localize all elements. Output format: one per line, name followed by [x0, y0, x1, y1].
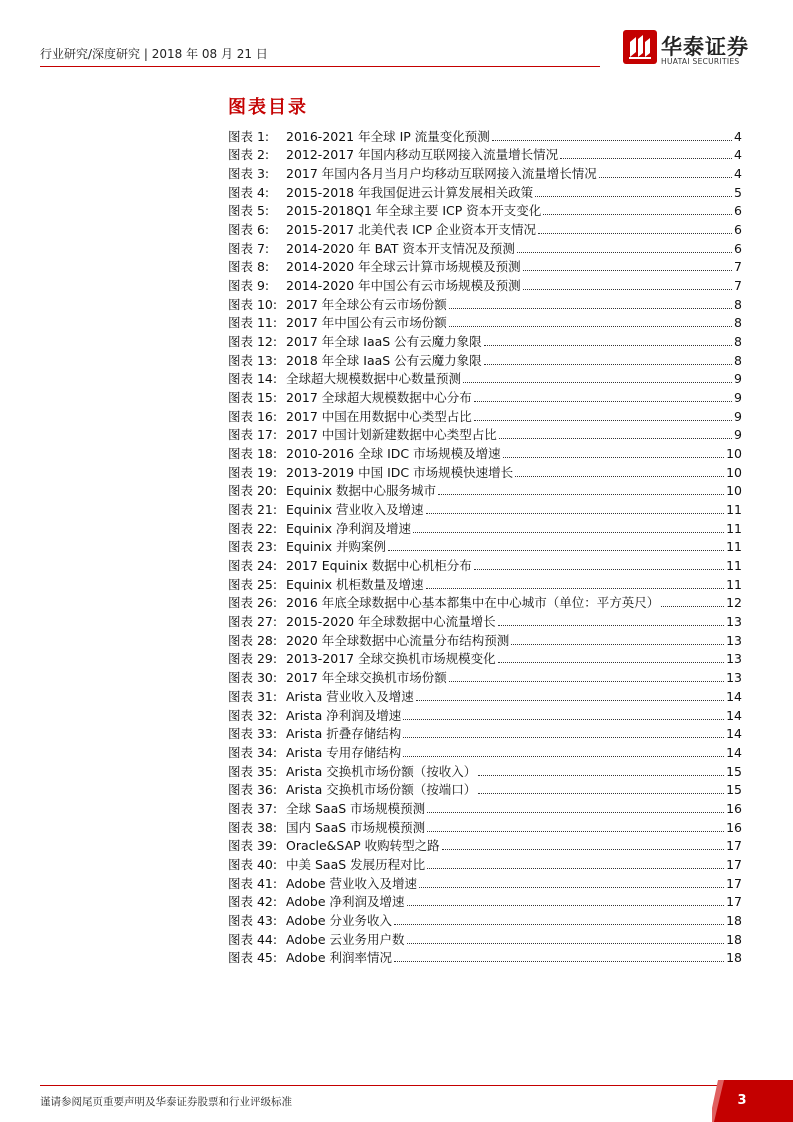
toc-entry-page: 14: [726, 688, 742, 704]
toc-entry-title: Equinix 数据中心服务城市: [286, 483, 436, 499]
toc-title: 图表目录: [228, 97, 308, 118]
toc-entry[interactable]: [228, 705, 742, 724]
footer-divider: [40, 1085, 720, 1086]
toc-entry-title: 中美 SaaS 发展历程对比: [286, 856, 426, 872]
toc-dot-leader: [438, 494, 724, 495]
toc-entry-label: 图表 10:: [228, 296, 278, 312]
toc-entry-title: 2015-2018 年我国促进云计算发展相关政策: [286, 184, 534, 200]
toc-entry-title: 2014-2020 年全球云计算市场规模及预测: [286, 259, 521, 275]
toc-dot-leader: [427, 868, 724, 869]
toc-dot-leader: [543, 214, 732, 215]
toc-entry[interactable]: [228, 145, 742, 164]
toc-entry-label: 图表 15:: [228, 390, 278, 406]
toc-dot-leader: [498, 625, 724, 626]
toc-entry[interactable]: [228, 836, 742, 855]
toc-entry-page: 11: [726, 520, 742, 536]
toc-entry-page: 14: [726, 744, 742, 760]
toc-entry-title: 2013-2019 中国 IDC 市场规模快速增长: [286, 464, 514, 480]
toc-dot-leader: [426, 513, 725, 514]
toc-entry-title: 2017 年全球交换机市场份额: [286, 670, 447, 686]
huatai-logo-icon: [623, 30, 657, 64]
toc-entry-label: 图表 43:: [228, 912, 278, 928]
toc-entry[interactable]: [228, 948, 742, 967]
toc-dot-leader: [416, 700, 724, 701]
toc-entry-label: 图表 3:: [228, 166, 270, 182]
toc-entry-page: 4: [734, 147, 742, 163]
toc-entry-page: 14: [726, 726, 742, 742]
brand-name-cn: 华泰证券: [661, 35, 749, 59]
toc-entry-title: 2017 年全球公有云市场份额: [286, 296, 447, 312]
toc-entry-page: 9: [734, 390, 742, 406]
toc-entry[interactable]: [228, 126, 742, 145]
toc-entry[interactable]: [228, 163, 742, 182]
toc-entry-title: Arista 专用存储结构: [286, 744, 402, 760]
toc-entry-label: 图表 31:: [228, 688, 278, 704]
toc-entry-label: 图表 6:: [228, 222, 270, 238]
toc-entry-page: 13: [726, 632, 742, 648]
toc-entry-title: 2012-2017 年国内移动互联网接入流量增长情况: [286, 147, 559, 163]
toc-dot-leader: [463, 382, 732, 383]
toc-entry-page: 11: [726, 576, 742, 592]
toc-entry-page: 8: [734, 352, 742, 368]
toc-entry-title: Adobe 云业务用户数: [286, 931, 405, 947]
toc-entry-label: 图表 5:: [228, 203, 270, 219]
toc-entry-title: Adobe 分业务收入: [286, 912, 393, 928]
toc-entry-label: 图表 29:: [228, 651, 278, 667]
toc-entry[interactable]: [228, 761, 742, 780]
toc-entry-page: 13: [726, 670, 742, 686]
toc-entry-label: 图表 26:: [228, 595, 278, 611]
toc-dot-leader: [474, 401, 732, 402]
toc-entry-title: 2014-2020 年中国公有云市场规模及预测: [286, 278, 521, 294]
toc-dot-leader: [484, 364, 732, 365]
toc-entry-page: 13: [726, 614, 742, 630]
toc-entry-page: 17: [726, 894, 742, 910]
toc-entry-label: 图表 32:: [228, 707, 278, 723]
toc-entry-title: Arista 折叠存储结构: [286, 726, 402, 742]
toc-entry-page: 9: [734, 371, 742, 387]
header-divider: [40, 66, 600, 67]
toc-dot-leader: [407, 943, 725, 944]
toc-entry-page: 18: [726, 950, 742, 966]
toc-entry-label: 图表 16:: [228, 408, 278, 424]
breadcrumb: 行业研究/深度研究 | 2018 年 08 月 21 日: [40, 47, 268, 61]
toc-entry-page: 4: [734, 128, 742, 144]
toc-entry[interactable]: [228, 574, 742, 593]
toc-entry[interactable]: [228, 406, 742, 425]
toc-dot-leader: [523, 289, 732, 290]
toc-dot-leader: [478, 775, 724, 776]
toc-entry-page: 4: [734, 166, 742, 182]
toc-entry-title: 2018 年全球 IaaS 公有云魔力象限: [286, 352, 482, 368]
toc-entry-label: 图表 37:: [228, 800, 278, 816]
toc-entry-title: 2017 Equinix 数据中心机柜分布: [286, 558, 472, 574]
toc-entry[interactable]: [228, 462, 742, 481]
toc-entry-label: 图表 7:: [228, 240, 270, 256]
toc-entry[interactable]: [228, 649, 742, 668]
toc-entry-title: 2017 年全球 IaaS 公有云魔力象限: [286, 334, 482, 350]
toc-dot-leader: [419, 887, 724, 888]
toc-entry-page: 11: [726, 539, 742, 555]
toc-entry-label: 图表 34:: [228, 744, 278, 760]
toc-entry[interactable]: [228, 425, 742, 444]
toc-entry-title: 全球 SaaS 市场规模预测: [286, 800, 426, 816]
toc-entry[interactable]: [228, 593, 742, 612]
toc-entry-label: 图表 23:: [228, 539, 278, 555]
toc-entry[interactable]: [228, 780, 742, 799]
toc-dot-leader: [478, 793, 724, 794]
toc-entry-label: 图表 19:: [228, 464, 278, 480]
toc-entry[interactable]: [228, 443, 742, 462]
brand-logo: [623, 30, 753, 68]
toc-entry[interactable]: [228, 182, 742, 201]
toc-entry-page: 6: [734, 222, 742, 238]
toc-entry-page: 8: [734, 334, 742, 350]
toc-entry-title: 2015-2017 北美代表 ICP 企业资本开支情况: [286, 222, 537, 238]
toc-dot-leader: [449, 681, 724, 682]
toc-entry-page: 16: [726, 819, 742, 835]
toc-entry-page: 6: [734, 240, 742, 256]
toc-entry[interactable]: [228, 350, 742, 369]
toc-list: [228, 126, 742, 966]
toc-entry-label: 图表 38:: [228, 819, 278, 835]
toc-entry-label: 图表 35:: [228, 763, 278, 779]
toc-entry[interactable]: [228, 910, 742, 929]
toc-entry-label: 图表 45:: [228, 950, 278, 966]
toc-dot-leader: [407, 905, 725, 906]
toc-entry-page: 15: [726, 782, 742, 798]
toc-entry-label: 图表 36:: [228, 782, 278, 798]
toc-entry-label: 图表 39:: [228, 838, 278, 854]
toc-dot-leader: [498, 662, 724, 663]
page-header: [40, 0, 753, 70]
toc-entry-title: Equinix 净利润及增速: [286, 520, 411, 536]
toc-entry-page: 13: [726, 651, 742, 667]
toc-entry[interactable]: [228, 817, 742, 836]
toc-entry[interactable]: [228, 518, 742, 537]
toc-entry-page: 15: [726, 763, 742, 779]
toc-entry-title: Adobe 利润率情况: [286, 950, 393, 966]
toc-entry-label: 图表 9:: [228, 278, 270, 294]
toc-dot-leader: [442, 849, 724, 850]
toc-dot-leader: [403, 756, 724, 757]
toc-entry-label: 图表 12:: [228, 334, 278, 350]
toc-dot-leader: [427, 831, 724, 832]
toc-entry[interactable]: [228, 313, 742, 332]
toc-entry[interactable]: [228, 798, 742, 817]
toc-entry-label: 图表 33:: [228, 726, 278, 742]
toc-entry-page: 9: [734, 427, 742, 443]
toc-dot-leader: [560, 158, 732, 159]
toc-entry-page: 17: [726, 838, 742, 854]
toc-entry-title: 2016 年底全球数据中心基本都集中在中心城市（单位：平方英尺）: [286, 595, 660, 611]
toc-entry[interactable]: [228, 686, 742, 705]
toc-dot-leader: [413, 532, 724, 533]
toc-entry-title: 2017 中国在用数据中心类型占比: [286, 408, 472, 424]
toc-entry-page: 8: [734, 296, 742, 312]
toc-entry-title: 2010-2016 全球 IDC 市场规模及增速: [286, 446, 501, 462]
toc-entry[interactable]: [228, 873, 742, 892]
toc-dot-leader: [538, 233, 732, 234]
toc-entry-title: Arista 交换机市场份额（按收入）: [286, 763, 477, 779]
toc-entry-page: 18: [726, 931, 742, 947]
toc-entry[interactable]: [228, 238, 742, 257]
toc-dot-leader: [449, 326, 732, 327]
toc-entry[interactable]: [228, 929, 742, 948]
toc-entry-page: 11: [726, 558, 742, 574]
toc-entry[interactable]: [228, 667, 742, 686]
toc-entry-title: 2013-2017 全球交换机市场规模变化: [286, 651, 496, 667]
toc-dot-leader: [515, 476, 724, 477]
toc-entry-label: 图表 18:: [228, 446, 278, 462]
toc-entry-title: Arista 交换机市场份额（按端口）: [286, 782, 477, 798]
toc-entry-title: 2014-2020 年 BAT 资本开支情况及预测: [286, 240, 515, 256]
toc-entry[interactable]: [228, 369, 742, 388]
toc-entry-title: 2017 年国内各月当月户均移动互联网接入流量增长情况: [286, 166, 597, 182]
toc-entry[interactable]: [228, 331, 742, 350]
toc-entry-page: 8: [734, 315, 742, 331]
toc-entry[interactable]: [228, 537, 742, 556]
toc-entry-label: 图表 2:: [228, 147, 270, 163]
toc-dot-leader: [535, 196, 732, 197]
toc-dot-leader: [427, 812, 724, 813]
toc-entry[interactable]: [228, 892, 742, 911]
toc-entry[interactable]: [228, 611, 742, 630]
toc-entry[interactable]: [228, 742, 742, 761]
toc-entry[interactable]: [228, 499, 742, 518]
toc-entry-page: 10: [726, 446, 742, 462]
toc-dot-leader: [523, 270, 732, 271]
toc-entry-title: Equinix 机柜数量及增速: [286, 576, 424, 592]
toc-entry-page: 6: [734, 203, 742, 219]
toc-entry-page: 10: [726, 464, 742, 480]
toc-dot-leader: [426, 588, 725, 589]
toc-entry-page: 10: [726, 483, 742, 499]
page-number: 3: [737, 1093, 747, 1108]
toc-entry[interactable]: [228, 854, 742, 873]
toc-dot-leader: [499, 438, 732, 439]
toc-dot-leader: [474, 420, 732, 421]
toc-entry-page: 16: [726, 800, 742, 816]
toc-entry[interactable]: [228, 555, 742, 574]
toc-dot-leader: [403, 737, 724, 738]
toc-entry-label: 图表 25:: [228, 576, 278, 592]
toc-entry-title: Oracle&SAP 收购转型之路: [286, 838, 440, 854]
toc-entry[interactable]: [228, 219, 742, 238]
toc-entry-page: 12: [726, 595, 742, 611]
toc-dot-leader: [511, 644, 724, 645]
toc-entry[interactable]: [228, 257, 742, 276]
toc-entry-label: 图表 20:: [228, 483, 278, 499]
toc-dot-leader: [599, 177, 732, 178]
toc-entry-page: 17: [726, 856, 742, 872]
toc-entry-label: 图表 21:: [228, 502, 278, 518]
toc-entry-title: 2015-2018Q1 年全球主要 ICP 资本开支变化: [286, 203, 542, 219]
footer-disclaimer: 谨请参阅尾页重要声明及华泰证券股票和行业评级标准: [40, 1096, 292, 1108]
toc-entry-label: 图表 28:: [228, 632, 278, 648]
toc-entry-page: 14: [726, 707, 742, 723]
toc-entry-label: 图表 27:: [228, 614, 278, 630]
toc-entry-label: 图表 1:: [228, 128, 270, 144]
toc-dot-leader: [449, 308, 732, 309]
toc-entry-title: Adobe 营业收入及增速: [286, 875, 418, 891]
toc-entry-label: 图表 22:: [228, 520, 278, 536]
toc-entry-title: 2017 全球超大规模数据中心分布: [286, 390, 472, 406]
toc-dot-leader: [484, 345, 732, 346]
toc-entry-title: 全球超大规模数据中心数量预测: [286, 371, 462, 387]
toc-entry-label: 图表 40:: [228, 856, 278, 872]
toc-entry-page: 18: [726, 912, 742, 928]
toc-entry-label: 图表 13:: [228, 352, 278, 368]
toc-entry-title: 2016-2021 年全球 IP 流量变化预测: [286, 128, 490, 144]
toc-dot-leader: [661, 606, 724, 607]
toc-entry[interactable]: [228, 724, 742, 743]
toc-entry[interactable]: [228, 630, 742, 649]
toc-entry-page: 11: [726, 502, 742, 518]
toc-dot-leader: [474, 569, 724, 570]
toc-entry-label: 图表 17:: [228, 427, 278, 443]
toc-entry-title: Adobe 净利润及增速: [286, 894, 405, 910]
toc-entry-page: 5: [734, 184, 742, 200]
brand-name-en: HUATAI SECURITIES: [661, 57, 740, 66]
toc-entry-label: 图表 42:: [228, 894, 278, 910]
toc-dot-leader: [394, 961, 724, 962]
toc-entry-label: 图表 44:: [228, 931, 278, 947]
toc-dot-leader: [517, 252, 732, 253]
toc-entry-page: 7: [734, 259, 742, 275]
toc-entry-title: 2017 年中国公有云市场份额: [286, 315, 447, 331]
toc-dot-leader: [388, 550, 724, 551]
toc-entry-title: Arista 净利润及增速: [286, 707, 402, 723]
toc-dot-leader: [394, 924, 724, 925]
toc-entry-page: 17: [726, 875, 742, 891]
toc-entry-title: Arista 营业收入及增速: [286, 688, 414, 704]
toc-dot-leader: [492, 140, 732, 141]
toc-entry-title: 2015-2020 年全球数据中心流量增长: [286, 614, 496, 630]
toc-dot-leader: [503, 457, 724, 458]
toc-entry-label: 图表 24:: [228, 558, 278, 574]
toc-entry-label: 图表 30:: [228, 670, 278, 686]
toc-entry-title: 国内 SaaS 市场规模预测: [286, 819, 426, 835]
toc-entry-title: Equinix 营业收入及增速: [286, 502, 424, 518]
toc-entry-label: 图表 14:: [228, 371, 278, 387]
toc-entry-page: 7: [734, 278, 742, 294]
toc-entry-title: 2020 年全球数据中心流量分布结构预测: [286, 632, 510, 648]
toc-entry-label: 图表 41:: [228, 875, 278, 891]
toc-dot-leader: [403, 719, 724, 720]
toc-entry-label: 图表 11:: [228, 315, 278, 331]
toc-entry-page: 9: [734, 408, 742, 424]
toc-entry-label: 图表 8:: [228, 259, 270, 275]
toc-entry-title: 2017 中国计划新建数据中心类型占比: [286, 427, 497, 443]
toc-entry-title: Equinix 并购案例: [286, 539, 386, 555]
toc-entry[interactable]: [228, 275, 742, 294]
toc-entry[interactable]: [228, 201, 742, 220]
toc-entry[interactable]: [228, 481, 742, 500]
toc-entry[interactable]: [228, 294, 742, 313]
toc-entry[interactable]: [228, 387, 742, 406]
toc-entry-label: 图表 4:: [228, 184, 270, 200]
